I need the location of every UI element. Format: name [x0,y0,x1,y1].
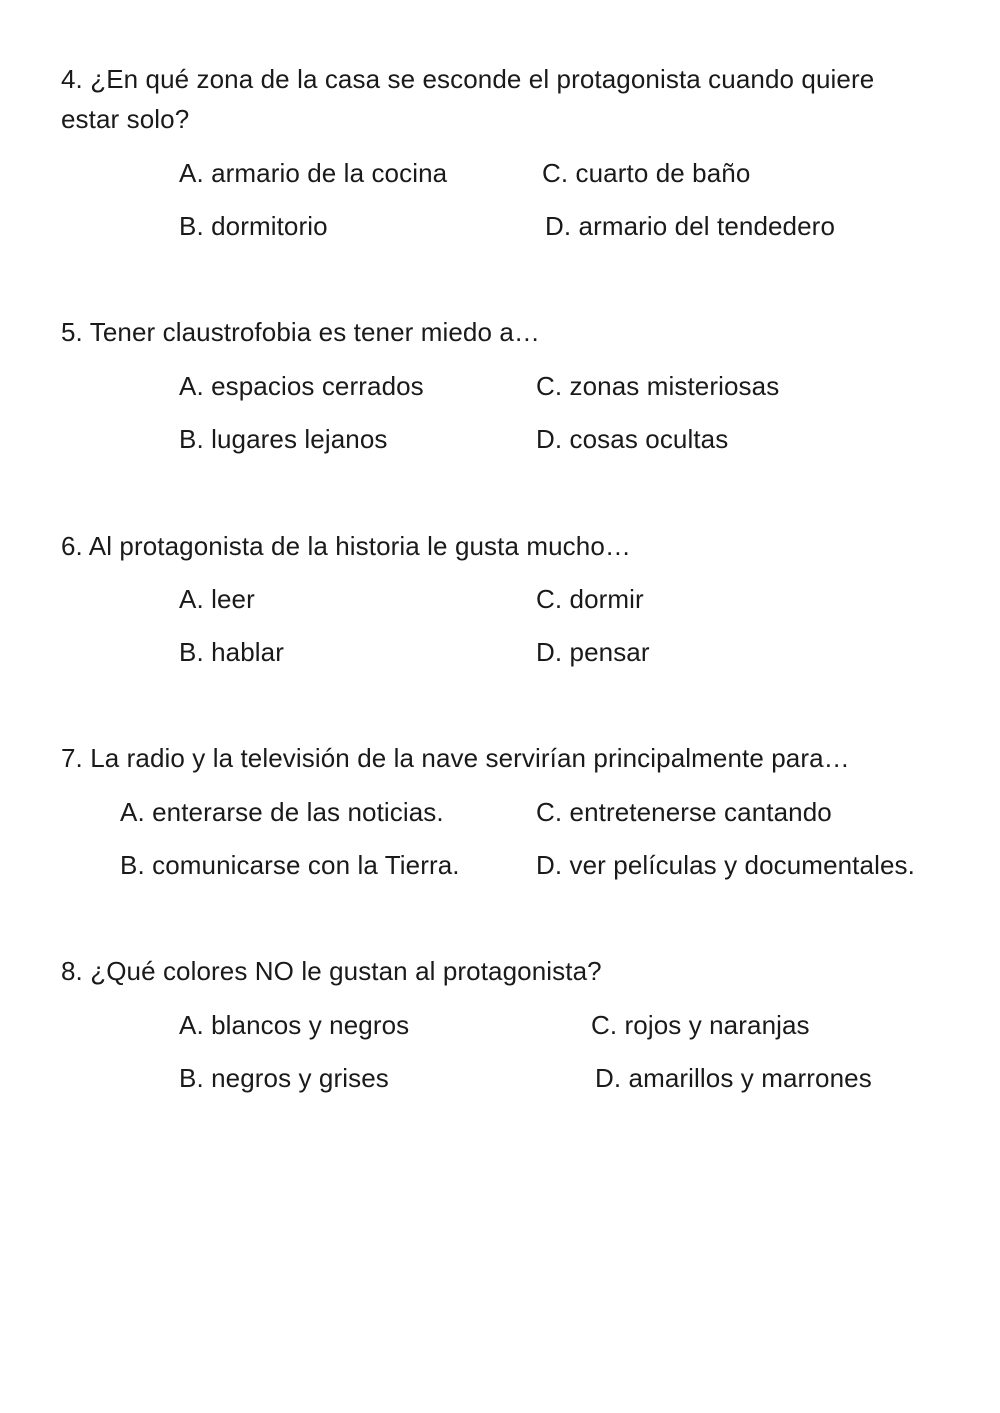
question-4: 4. ¿En qué zona de la casa se esconde el protagonista cuando quiere estar solo? [61,64,875,134]
q6-option-b[interactable]: B. hablar [179,637,284,667]
q6-option-d[interactable]: D. pensar [536,637,650,667]
q5-option-b[interactable]: B. lugares lejanos [179,424,388,454]
question-6: 6. Al protagonista de la historia le gusta mucho… [61,531,632,561]
q4-option-c[interactable]: C. cuarto de baño [542,158,751,188]
q7-option-a[interactable]: A. enterarse de las noticias. [120,797,444,827]
q7-option-c[interactable]: C. entretenerse cantando [536,797,832,827]
q8-option-b[interactable]: B. negros y grises [179,1063,389,1093]
question-8: 8. ¿Qué colores NO le gustan al protagonista? [61,956,602,986]
q4-option-d[interactable]: D. armario del tendedero [545,211,835,241]
q5-option-c[interactable]: C. zonas misteriosas [536,371,780,401]
q8-option-d[interactable]: D. amarillos y marrones [595,1063,872,1093]
question-7: 7. La radio y la televisión de la nave servirían principalmente para… [61,743,850,773]
question-5: 5. Tener claustrofobia es tener miedo a… [61,317,541,347]
q5-option-d[interactable]: D. cosas ocultas [536,424,729,454]
q6-option-c[interactable]: C. dormir [536,584,644,614]
q8-option-a[interactable]: A. blancos y negros [179,1010,410,1040]
q4-option-b[interactable]: B. dormitorio [179,211,328,241]
q6-option-a[interactable]: A. leer [179,584,255,614]
q7-option-d[interactable]: D. ver películas y documentales. [536,850,915,880]
q4-option-a[interactable]: A. armario de la cocina [179,158,448,188]
q7-option-b[interactable]: B. comunicarse con la Tierra. [120,850,460,880]
q8-option-c[interactable]: C. rojos y naranjas [591,1010,810,1040]
q5-option-a[interactable]: A. espacios cerrados [179,371,424,401]
